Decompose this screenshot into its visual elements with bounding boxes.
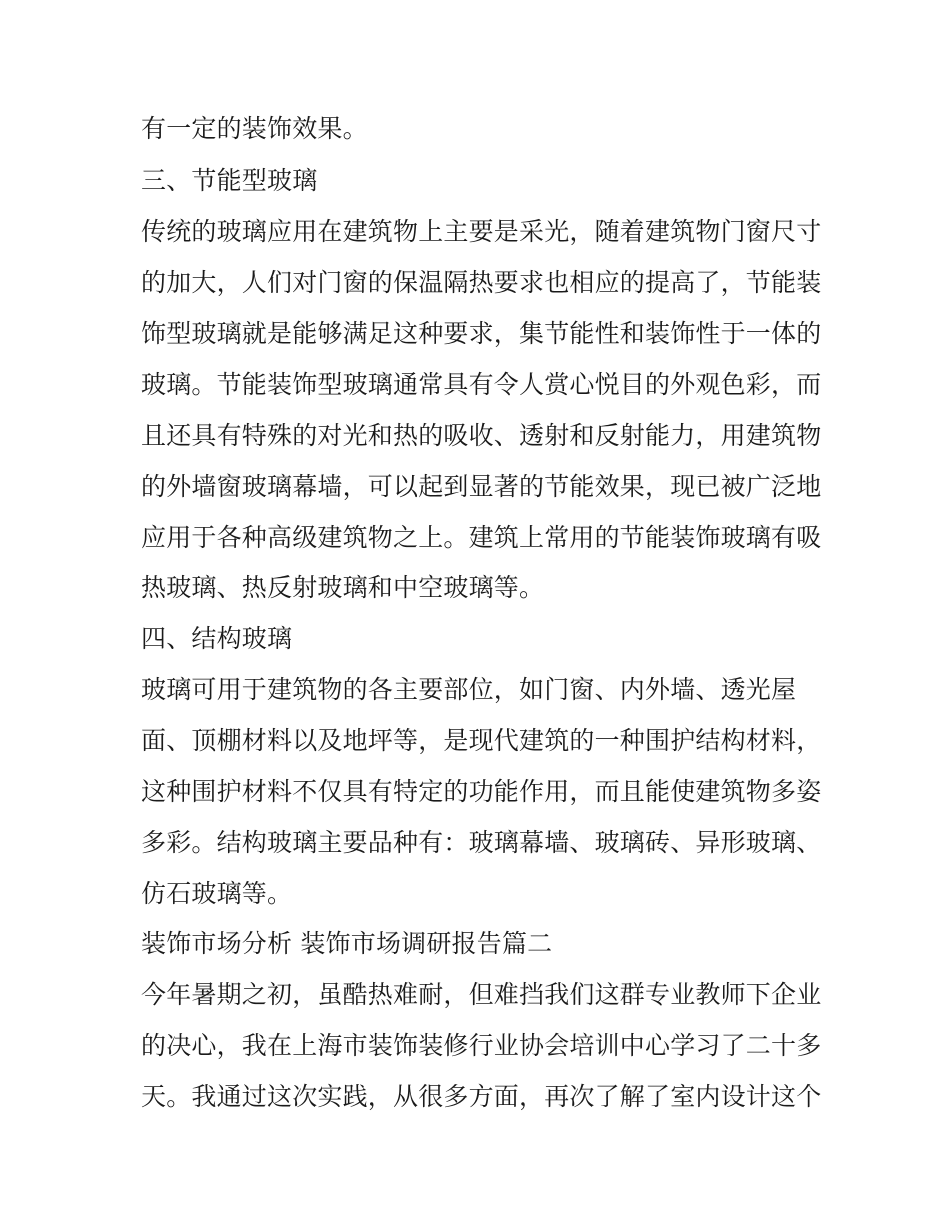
text-line: 的决心，我在上海市装饰装修行业协会培训中心学习了二十多 [141, 1031, 822, 1060]
text-line: 天。我通过这次实践，从很多方面，再次了解了室内设计这个 [141, 1082, 822, 1111]
text-line: 面、顶棚材料以及地坪等，是现代建筑的一种围护结构材料， [141, 726, 822, 755]
text-line: 这种围护材料不仅具有特定的功能作用，而且能使建筑物多姿 [141, 777, 822, 806]
text-line: 的加大，人们对门窗的保温隔热要求也相应的提高了，节能装 [141, 268, 822, 297]
text-line: 玻璃可用于建筑物的各主要部位，如门窗、内外墙、透光屋 [141, 675, 797, 704]
text-line: 多彩。结构玻璃主要品种有：玻璃幕墙、玻璃砖、异形玻璃、 [141, 828, 822, 857]
text-line: 玻璃。节能装饰型玻璃通常具有令人赏心悦目的外观色彩，而 [141, 370, 822, 399]
text-line: 传统的玻璃应用在建筑物上主要是采光，随着建筑物门窗尺寸 [141, 217, 822, 246]
text-line: 有一定的装饰效果。 [141, 114, 368, 143]
section-heading: 三、节能型玻璃 [141, 166, 318, 195]
text-line: 饰型玻璃就是能够满足这种要求，集节能性和装饰性于一体的 [141, 319, 822, 348]
text-line: 今年暑期之初，虽酷热难耐，但难挡我们这群专业教师下企业 [141, 980, 822, 1009]
text-line: 应用于各种高级建筑物之上。建筑上常用的节能装饰玻璃有吸 [141, 523, 822, 552]
article-title: 装饰市场分析 装饰市场调研报告篇二 [141, 929, 553, 958]
text-line: 仿石玻璃等。 [141, 879, 293, 908]
text-line: 热玻璃、热反射玻璃和中空玻璃等。 [141, 573, 545, 602]
text-line: 的外墙窗玻璃幕墙，可以起到显著的节能效果，现已被广泛地 [141, 472, 822, 501]
section-heading: 四、结构玻璃 [141, 624, 293, 653]
text-line: 且还具有特殊的对光和热的吸收、透射和反射能力，用建筑物 [141, 421, 822, 450]
